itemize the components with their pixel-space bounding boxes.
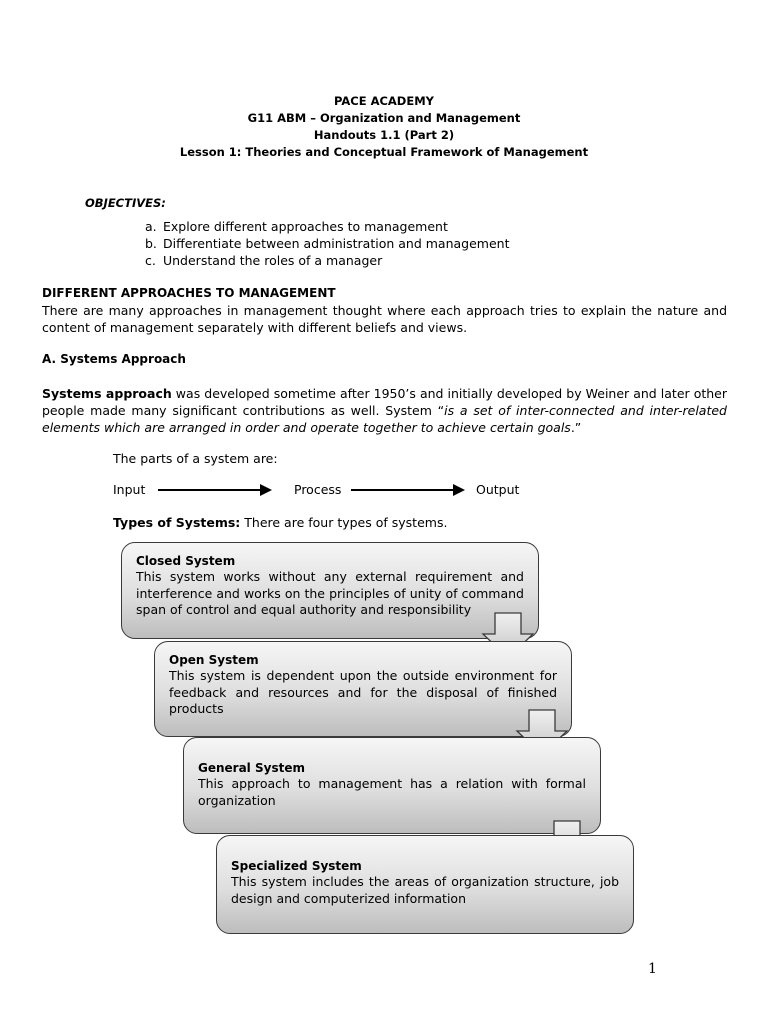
box-title: Specialized System: [231, 859, 362, 873]
arrow-right-icon: [158, 489, 262, 491]
approaches-intro: There are many approaches in management thought where each approach tries to explain the nature and content of management separately with different beliefs and views.: [42, 303, 727, 335]
lesson-title: Lesson 1: Theories and Conceptual Framework of Management: [179, 145, 589, 159]
box-text: This system works without any external requirement and interference and works on the principles of unity of command span of control and equal authority and responsibility: [136, 569, 524, 617]
types-of-systems: [113, 515, 447, 530]
flow-output: Output: [476, 482, 520, 497]
arrow-right-icon: [351, 489, 455, 491]
types-label: Types of Systems:: [113, 515, 241, 530]
closed-system-box: [121, 542, 539, 639]
objective-letter: b.: [145, 236, 157, 251]
systems-approach-paragraph: [42, 385, 727, 436]
objective-item: [145, 219, 448, 234]
handout-title: Handouts 1.1 (Part 2): [313, 128, 455, 142]
box-title: Open System: [169, 653, 259, 667]
systems-approach-heading: A. Systems Approach: [42, 352, 186, 366]
objective-text: Differentiate between administration and management: [162, 236, 510, 251]
box-title: Closed System: [136, 554, 236, 568]
flow-input: Input: [113, 482, 146, 497]
system-definition: is a set of inter-connected and inter-related elements which are arranged in order and operate together to achieve certain goals: [42, 403, 727, 435]
box-text: This system is dependent upon the outside environment for feedback and resources and for the disposal of finished products: [169, 668, 557, 716]
objective-text: Explore different approaches to management: [162, 219, 448, 234]
box-text: This system includes the areas of organization structure, job design and computerized information: [231, 874, 619, 906]
objective-item: [145, 253, 382, 268]
approaches-heading: DIFFERENT APPROACHES TO MANAGEMENT: [42, 286, 336, 300]
box-title: General System: [198, 761, 305, 775]
objective-letter: a.: [145, 219, 157, 234]
flow-process: Process: [294, 482, 342, 497]
objective-item: [145, 236, 509, 251]
arrowhead-icon: [260, 484, 272, 496]
page-number: 1: [648, 961, 657, 977]
objective-text: Understand the roles of a manager: [162, 253, 383, 268]
types-text: There are four types of systems.: [240, 515, 448, 530]
general-system-box: [183, 737, 601, 834]
box-text: This approach to management has a relation with formal organization: [198, 776, 586, 808]
open-system-box: [154, 641, 572, 737]
course-title: G11 ABM – Organization and Management: [247, 111, 521, 125]
parts-label: The parts of a system are:: [113, 451, 278, 466]
objective-letter: c.: [145, 253, 156, 268]
school-name: PACE ACADEMY: [334, 94, 434, 108]
systems-approach-text: was developed sometime after 1950’s and initially developed by Weiner and later other people made many significant contributions as well. System “: [42, 386, 727, 418]
systems-approach-term: Systems approach: [42, 386, 172, 401]
arrowhead-icon: [453, 484, 465, 496]
objectives-heading: OBJECTIVES:: [85, 196, 166, 210]
specialized-system-box: [216, 835, 634, 934]
systems-approach-end: .”: [570, 420, 582, 435]
